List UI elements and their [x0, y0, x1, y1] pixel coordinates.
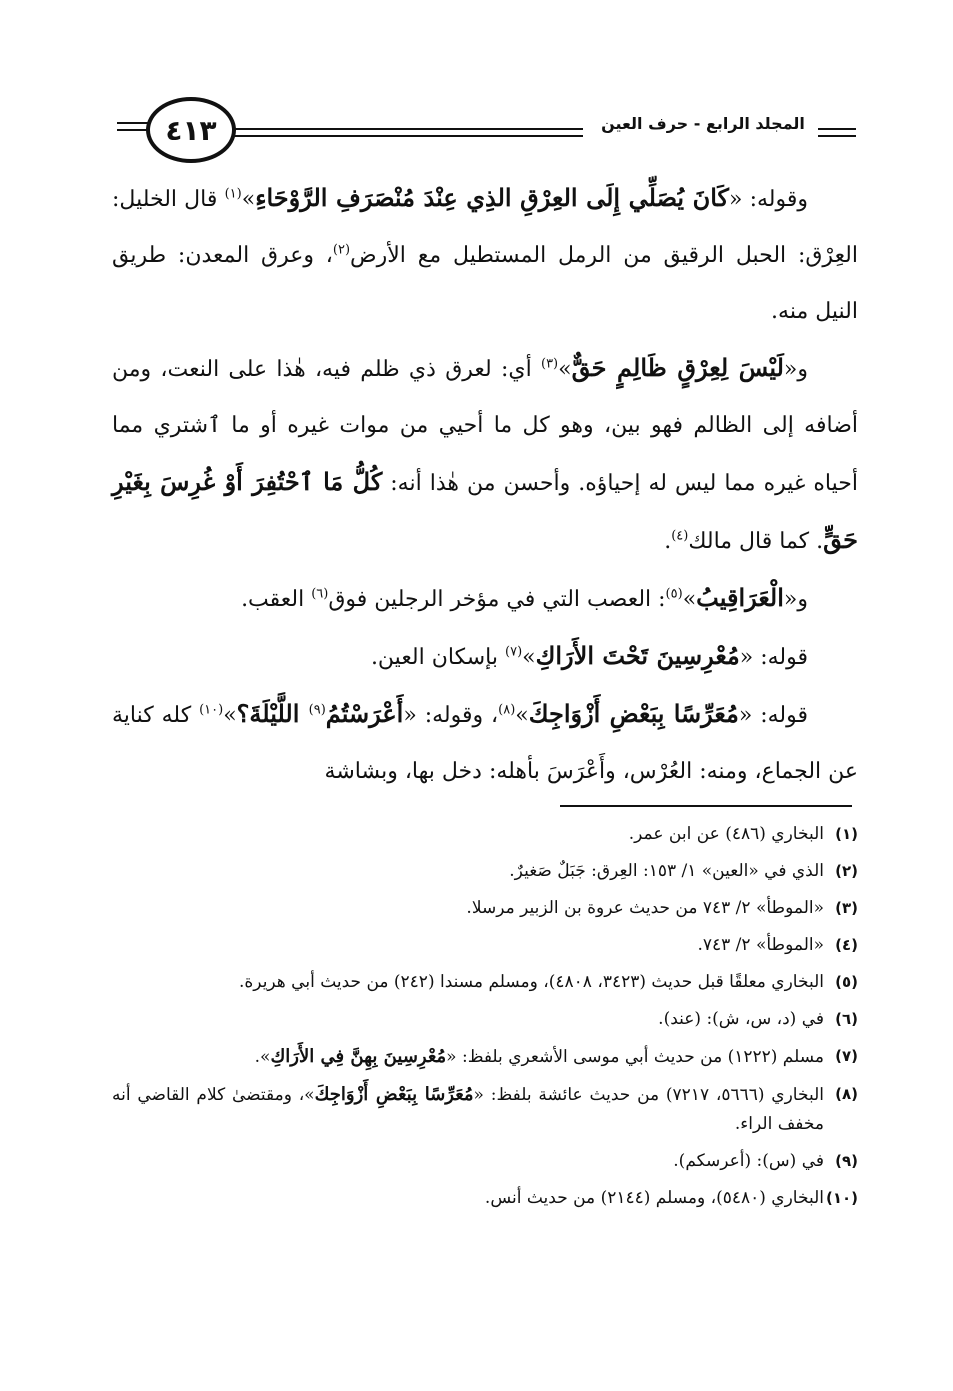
footnote-ref-2: (٢)	[332, 242, 351, 258]
footnote-ref-3: (٣)	[540, 356, 559, 372]
footnote-ref-8: (٨)	[498, 702, 516, 718]
main-text	[112, 170, 858, 800]
p5-text-a: قوله: «	[738, 703, 808, 728]
running-title: المجلد الرابع - حرف العين	[601, 114, 805, 133]
footnote-text-tail: »، ومقتضىٰ كلام القاضي أنه مخفف الراء.	[112, 1085, 824, 1134]
footnote-text	[112, 1080, 824, 1139]
p2-text-b: »	[558, 357, 572, 382]
footnote-number: (٨)	[835, 1085, 858, 1103]
paragraph-2	[112, 340, 858, 570]
page-number: ٤١٣	[146, 97, 236, 163]
footnote-ref-1: (١)	[224, 186, 242, 202]
footnote-10	[112, 1184, 858, 1213]
p3-text-b: »	[682, 587, 697, 612]
p2-text-c: أي: لعرق ذي ظلم فيه، هٰذا على النعت، ومن أضافه إلى الظالم فهو بين، وهو كل ما أحيي من موات غيره أو ما ٱشتري مما أحياه غيره مما ليس له إحياؤه. وأحسن من هٰذا أنه:	[112, 357, 858, 496]
footnote-ref-7: (٧)	[505, 644, 523, 660]
footnote-text: الذي في «العين» ١/ ١٥٣: العِرق: جَبَلٌ صَغيرٌ.	[509, 861, 824, 881]
paragraph-5	[112, 686, 858, 800]
p5-quote-1: مُعَرِّسًا بِبَعْضِ أَزْوَاجِكَ	[528, 699, 739, 728]
p4-text-a: قوله: «	[739, 645, 808, 670]
footnote-text-lead: مسلم (١٢٢٢) من حديث أبي موسى الأشعري بلفظ: «	[446, 1047, 824, 1067]
footnote-number: (٥)	[835, 973, 858, 991]
footnote-4	[112, 931, 858, 960]
p1-text-b: »	[241, 187, 256, 212]
header-rule-middle	[223, 128, 583, 137]
p1-text-a: وقوله: «	[728, 187, 809, 212]
p3-text-a: و«	[783, 587, 808, 612]
footnote-1	[112, 820, 858, 849]
footnote-2	[112, 857, 858, 886]
footnote-number: (٩)	[835, 1152, 858, 1170]
p2-text-d: . كما قال مالك	[688, 529, 824, 554]
footnote-number: (٤)	[835, 936, 858, 954]
p2-text-e: .	[664, 529, 672, 554]
footnote-number: (٦)	[835, 1010, 858, 1028]
footnote-divider	[560, 805, 852, 807]
p5-text-c: ، وقوله: «	[403, 703, 499, 728]
footnote-7	[112, 1042, 858, 1072]
p5-text-e: كله كناية عن الجماع، ومنه: العُرْس، وأَعْرَسَ بأهله: دخل بها، وبشاشة	[112, 703, 858, 784]
footnote-5	[112, 968, 858, 997]
p2-text-a: و«	[783, 357, 808, 382]
paragraph-1	[112, 170, 858, 340]
p3-text-c: : العصب التي في مؤخر الرجلين فوق	[328, 587, 666, 612]
footnote-text: في (د، س، ش): (عند).	[658, 1009, 824, 1029]
footnote-number: (٣)	[835, 899, 858, 917]
footnote-text: في (س): (أعرسكم).	[673, 1151, 824, 1171]
footnote-number: (٢)	[835, 862, 858, 880]
page-header	[0, 0, 953, 175]
footnote-6	[112, 1005, 858, 1034]
footnote-quote: مُعْرِسِينَ بِهِنَّ فِي الأَرَاكِ	[270, 1046, 447, 1067]
footnote-text: البخاري (٥٤٨٠)، ومسلم (٢١٤٤) من حديث أنس.	[484, 1188, 824, 1208]
footnote-text: «الموطأ» ٢/ ٧٤٣ من حديث عروة بن الزبير مرسلا.	[466, 898, 824, 918]
paragraph-4	[112, 628, 858, 686]
p1-quote: كَانَ يُصَلِّي إِلَى العِرْقِ الذِي عِنْدَ مُنْصَرَفِ الرَّوْحَاءِ	[255, 183, 729, 212]
p5-quote-2b: اللَّيْلَةَ؟	[236, 699, 309, 728]
footnotes	[112, 820, 858, 1221]
footnote-ref-9: (٩)	[308, 702, 326, 718]
footnote-text: «الموطأ» ٢/ ٧٤٣.	[697, 935, 824, 955]
footnote-text: البخاري معلقًا قبل حديث (٣٤٢٣، ٤٨٠٨)، ومسلم مسندا (٢٤٢) من حديث أبي هريرة.	[239, 972, 824, 992]
header-rule-right	[818, 128, 856, 137]
footnote-3	[112, 894, 858, 923]
footnote-ref-5: (٥)	[665, 586, 683, 602]
p1-text-d: ، وعرق المعدن: طريق النيل منه.	[112, 243, 858, 324]
p5-quote-2a: أَعْرَسْتُمُ	[325, 699, 404, 728]
footnote-ref-10: (١٠)	[199, 702, 224, 718]
footnote-ref-4: (٤)	[671, 528, 689, 544]
p2-quote-2: كُلُّ مَا ٱحْتُفِرَ أَوْ غُرِسَ بِغَيْرِ حَقٍّ	[112, 467, 858, 554]
footnote-text-lead: البخاري (٥٦٦٦، ٧٢١٧) من حديث عائشة بلفظ: «	[473, 1085, 824, 1105]
footnote-number: (١٠)	[825, 1189, 858, 1207]
p4-quote: مُعْرِسِينَ تَحْتَ الأَرَاكِ	[535, 641, 740, 670]
p3-text-d: العقب.	[241, 587, 312, 612]
p5-text-d: »	[223, 703, 237, 728]
p5-text-b: »	[515, 703, 529, 728]
footnote-ref-6: (٦)	[311, 586, 329, 602]
paragraph-3	[112, 570, 858, 628]
p3-quote: الْعَرَاقِيبُ	[696, 583, 784, 612]
footnote-quote: مُعَرِّسًا بِبَعْضِ أَزْوَاجِكَ	[314, 1084, 474, 1105]
footnote-number: (٧)	[835, 1047, 858, 1065]
p4-text-b: »	[522, 645, 536, 670]
p2-quote-1: لَيْسَ لِعِرْقٍ ظَالِمٍ حَقٌّ	[571, 353, 784, 382]
footnote-text-tail: ».	[254, 1047, 271, 1067]
p1-text-c: قال الخليل: العِرْق: الحبل الرقيق من الرمل المستطيل مع الأرض	[112, 187, 858, 268]
footnote-text	[112, 1042, 824, 1072]
footnote-number: (١)	[835, 825, 858, 843]
footnote-8	[112, 1080, 858, 1139]
p4-text-c: بإسكان العين.	[370, 645, 505, 670]
footnote-9	[112, 1147, 858, 1176]
footnote-text: البخاري (٤٨٦) عن ابن عمر.	[628, 824, 824, 844]
